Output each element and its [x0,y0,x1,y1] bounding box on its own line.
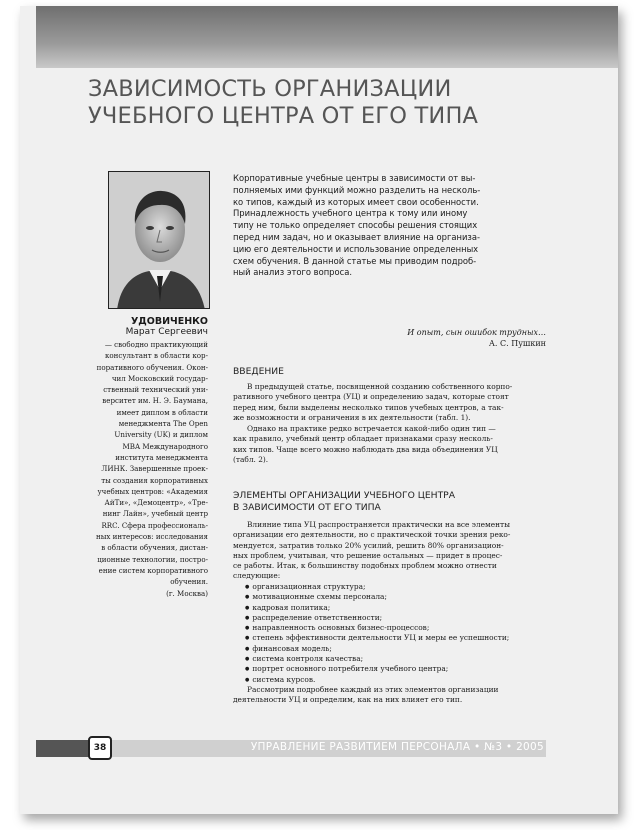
article-title [88,76,568,130]
lead-line: полняемых ими функций можно разделить на несколь- [233,184,481,195]
bio-line: имеет диплом в области [116,407,208,417]
text-line: деятельности УЦ и определим, как на них влияет его тип. [233,695,463,705]
elements-paragraph-2 [233,685,553,706]
section-heading-elements-1: ЭЛЕМЕНТЫ ОРГАНИЗАЦИИ УЧЕБНОГО ЦЕНТРА [233,490,456,501]
title-line-2: УЧЕБНОГО ЦЕНТРА ОТ ЕГО ТИПА [88,103,479,129]
list-item: ● направленность основных бизнес-процессов; [245,623,555,633]
bio-line: University (UK) и диплом [114,430,208,440]
bio-line: ционные технологии, постро- [97,554,208,564]
footer-accent [36,740,96,757]
text-line: перед ним, были выделены несколько типов учебных центров, а так- [233,402,504,412]
lead-paragraph [233,173,553,279]
text-line: се работы. Итак, к большинству подобных проблем можно отнести [233,561,497,571]
bio-line: поративного обучения. Окон- [96,362,208,372]
list-item: ● мотивационные схемы персонала; [245,592,555,602]
text-line: Однако на практике редко встречается какой-либо один тип — [247,424,496,433]
intro-paragraph-1 [233,382,553,423]
text-line: следующие: [233,571,281,581]
page-number: 38 [88,736,112,760]
bio-line: MBA Международного [122,441,208,451]
author-photo [108,171,210,309]
text-line: ративного учебного центра (УЦ) и определению задач, которые стоят [233,392,509,402]
bio-line: верситет им. Н. Э. Баумана, [102,396,208,406]
list-item: ● кадровая политика; [245,603,555,613]
problems-list [245,582,555,685]
author-bio [84,339,208,599]
bio-line: чил Московский государ- [111,373,208,383]
bio-line: института менеджмента [115,452,208,462]
text-line: ких типов. Чаще всего можно наблюдать два вида объединения УЦ [233,444,498,454]
bio-line: ных интересов: исследования [95,532,208,542]
epigraph-quote: И опыт, сын ошибок трудных… [407,328,546,337]
header-band [36,6,618,68]
lead-line: Принадлежность учебного центра к тому или иному [233,208,468,219]
text-line: В предыдущей статье, посвященной созданию собственного корпо- [247,382,513,391]
lead-line: Корпоративные учебные центры в зависимости от вы- [233,173,476,183]
bio-line: менеджмента The Open [118,419,208,429]
lead-line: ный анализ этого вопроса. [233,267,353,278]
text-line: Влияние типа УЦ распространяется практически на все элементы [247,520,510,529]
bio-line: в области обучения, дистан- [101,543,208,553]
bio-line: ственный технический уни- [103,385,208,395]
lead-line: ко типов, каждый из которых имеет свои особенности. [233,196,479,207]
section-heading-intro: ВВЕДЕНИЕ [233,366,284,377]
text-line: (табл. 2). [233,454,269,464]
text-line: Рассмотрим подробнее каждый из этих элементов организации [247,685,499,694]
list-item: ● организационная структура; [245,582,555,592]
text-line: мендуется, затратив только 20% усилий, решить 80% организацион- [233,540,504,550]
elements-paragraph-1 [233,520,553,582]
lead-line: схем обучения. В данной статье мы приводим подроб- [233,255,477,266]
lead-line: перед ним задач, но и оказывает влияние на организа- [233,231,481,242]
author-name: Марат Сергеевич [125,327,208,337]
lead-line: типу не только определяет способы решения стоящих [233,220,478,231]
list-item: ● финансовая модель; [245,644,555,654]
list-item: ● портрет основного потребителя учебного центра; [245,664,555,674]
list-item: ● распределение ответственности; [245,613,555,623]
bio-line: — свободно практикующий [104,340,208,349]
title-line-1: ЗАВИСИМОСТЬ ОРГАНИЗАЦИИ [88,76,452,102]
list-item: ● система курсов. [245,675,555,685]
intro-paragraph-2 [233,424,553,465]
text-line: же возможности и ограничения в их деятельности (табл. 1). [233,412,471,422]
bio-line: нинг Лайн», учебный центр [102,509,208,519]
bio-line: АйТи», «Демоцентр», «Тре- [104,498,208,508]
list-item: ● система контроля качества; [245,654,555,664]
text-line: организации его деятельности, но с практической точки зрения реко- [233,530,511,540]
bio-line: ЛИНК. Завершенные проек- [101,464,208,474]
section-heading-elements-2: В ЗАВИСИМОСТИ ОТ ЕГО ТИПА [233,502,381,513]
author-surname: УДОВИЧЕНКО [130,316,208,327]
epigraph-author: А. С. Пушкин [488,339,546,348]
bio-line: ение систем корпоративного [98,565,208,575]
bio-line: обучения. [170,577,208,587]
journal-name: УПРАВЛЕНИЕ РАЗВИТИЕМ ПЕРСОНАЛА • №3 • 2005 [250,741,544,753]
bio-line: учебных центров: «Академия [97,486,208,496]
lead-line: цию его деятельности и использование определенных [233,243,479,254]
list-item: ● степень эффективности деятельности УЦ и меры ее успешности; [245,633,555,643]
bio-line: ты создания корпоративных [101,475,208,485]
bio-line: RRC. Сфера профессиональ- [101,520,208,530]
author-portrait-illustration [109,172,210,309]
text-line: ных проблем, учитывая, что решение остальных — придет в процес- [233,550,503,560]
bio-line: консультант в области кор- [104,351,208,361]
text-line: как правило, учебный центр обладает признаками сразу несколь- [233,434,493,444]
bio-line: (г. Москва) [166,588,208,598]
